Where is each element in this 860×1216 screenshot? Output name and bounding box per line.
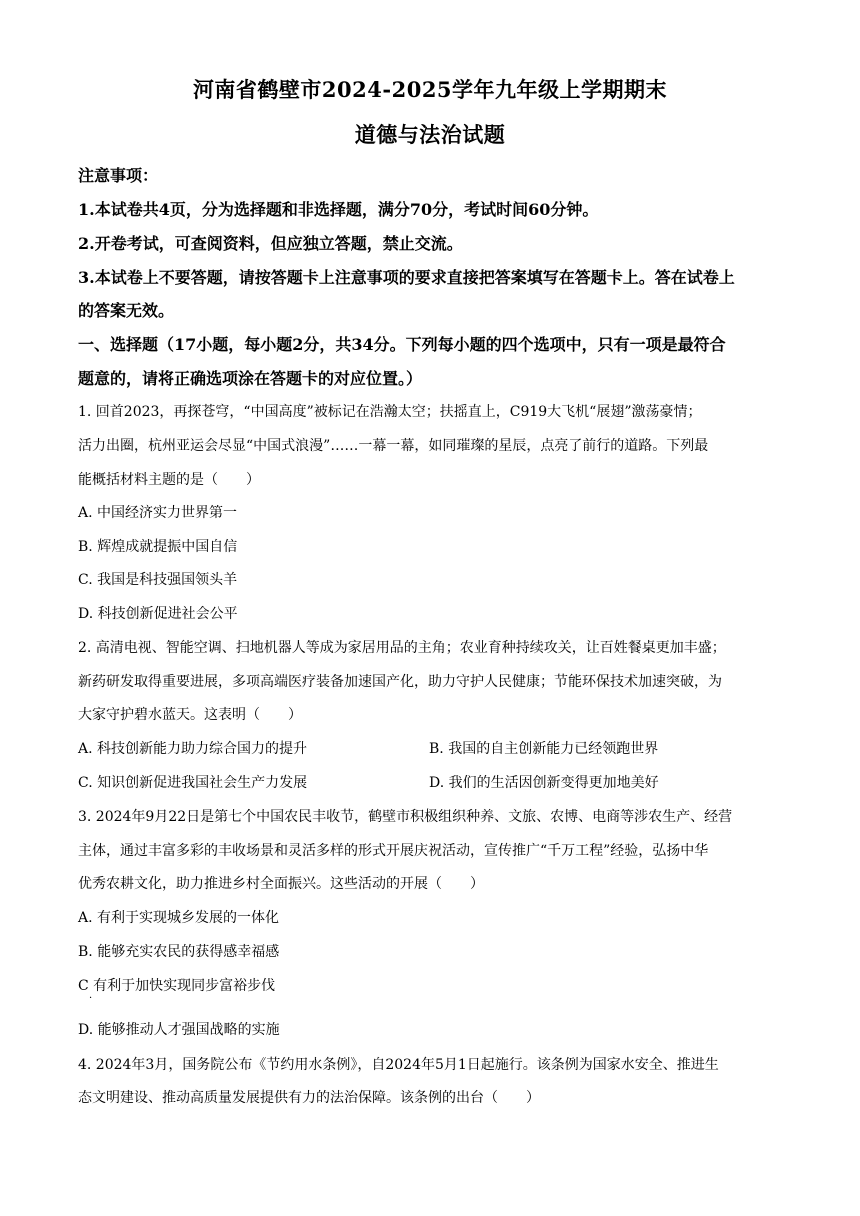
q2-option-c: C. 知识创新促进我国社会生产力发展 [78,775,308,791]
notice-heading: 注意事项： [78,166,159,185]
notice-item-3-line1: 3.本试卷上不要答题，请按答题卡上注意事项的要求直接把答案填写在答题卡上。答在试卷上 [78,268,735,287]
q3-option-b: B. 能够充实农民的获得感幸福感 [78,944,280,960]
q1-option-d: D. 科技创新促进社会公平 [78,606,238,622]
notice-item-3-line2: 的答案无效。 [78,301,175,320]
q2-stem-line3: 大家守护碧水蓝天。这表明（ ） [78,707,302,723]
q3-option-d: D. 能够推动人才强国战略的实施 [78,1022,280,1038]
q4-stem-line1: 4. 2024年3月，国务院公布《节约用水条例》，自2024年5月1日起施行。该条例为国家水安全、推进生 [78,1057,719,1073]
q4-stem-line2: 态文明建设、推动高质量发展提供有力的法治保障。该条例的出台（ ） [78,1090,540,1106]
exam-title-line1: 河南省鹤壁市2024-2025学年九年级上学期期末 [192,77,668,102]
q3-stem-line1: 3. 2024年9月22日是第七个中国农民丰收节，鹤壁市积极组织种养、文旅、农博、电商等涉农生产、经营 [78,809,733,825]
q1-option-a: A. 中国经济实力世界第一 [78,505,238,521]
q2-stem-line1: 2. 高清电视、智能空调、扫地机器人等成为家居用品的主角；农业育种持续攻关，让百姓餐桌更加丰盛； [78,640,726,656]
q3-stem-line2: 主体，通过丰富多彩的丰收场景和灵活多样的形式开展庆祝活动，宣传推广“千万工程”经验，弘扬中华 [78,843,709,859]
q1-stem-line1: 1. 回首2023，再探苍穹，“中国高度”被标记在浩瀚太空；扶摇直上，C919大飞机“展翅”激荡豪情； [78,404,702,420]
q3-stem-line3: 优秀农耕文化，助力推进乡村全面振兴。这些活动的开展（ ） [78,876,484,892]
q3-option-c: C 有利于加快实现同步富裕步伐 [78,978,276,994]
q2-option-b: B. 我国的自主创新能力已经领跑世界 [429,741,659,757]
notice-item-1: 1.本试卷共4页，分为选择题和非选择题，满分70分，考试时间60分钟。 [78,200,599,219]
q1-stem-line3: 能概括材料主题的是（ ） [78,472,260,488]
notice-item-2: 2.开卷考试，可查阅资料，但应独立答题，禁止交流。 [78,234,463,253]
section1-heading-line1: 一、选择题（17小题，每小题2分，共34分。下列每小题的四个选项中，只有一项是最符合 [78,335,726,354]
stray-dot-mark: · [89,993,93,1004]
q1-option-c: C. 我国是科技强国领头羊 [78,572,238,588]
q2-option-d: D. 我们的生活因创新变得更加地美好 [429,775,659,791]
section1-heading-line2: 题意的，请将正确选项涂在答题卡的对应位置。） [78,369,423,388]
exam-title-line2: 道德与法治试题 [354,122,506,147]
q1-stem-line2: 活力出圈，杭州亚运会尽显“中国式浪漫”……一幕一幕，如同璀璨的星辰，点亮了前行的道路。下列最 [78,438,709,454]
q2-stem-line2: 新药研发取得重要进展，多项高端医疗装备加速国产化，助力守护人民健康；节能环保技术加速突破，为 [78,674,722,690]
q3-option-a: A. 有利于实现城乡发展的一体化 [78,910,280,926]
q2-option-a: A. 科技创新能力助力综合国力的提升 [78,741,308,757]
q1-option-b: B. 辉煌成就提振中国自信 [78,539,238,555]
